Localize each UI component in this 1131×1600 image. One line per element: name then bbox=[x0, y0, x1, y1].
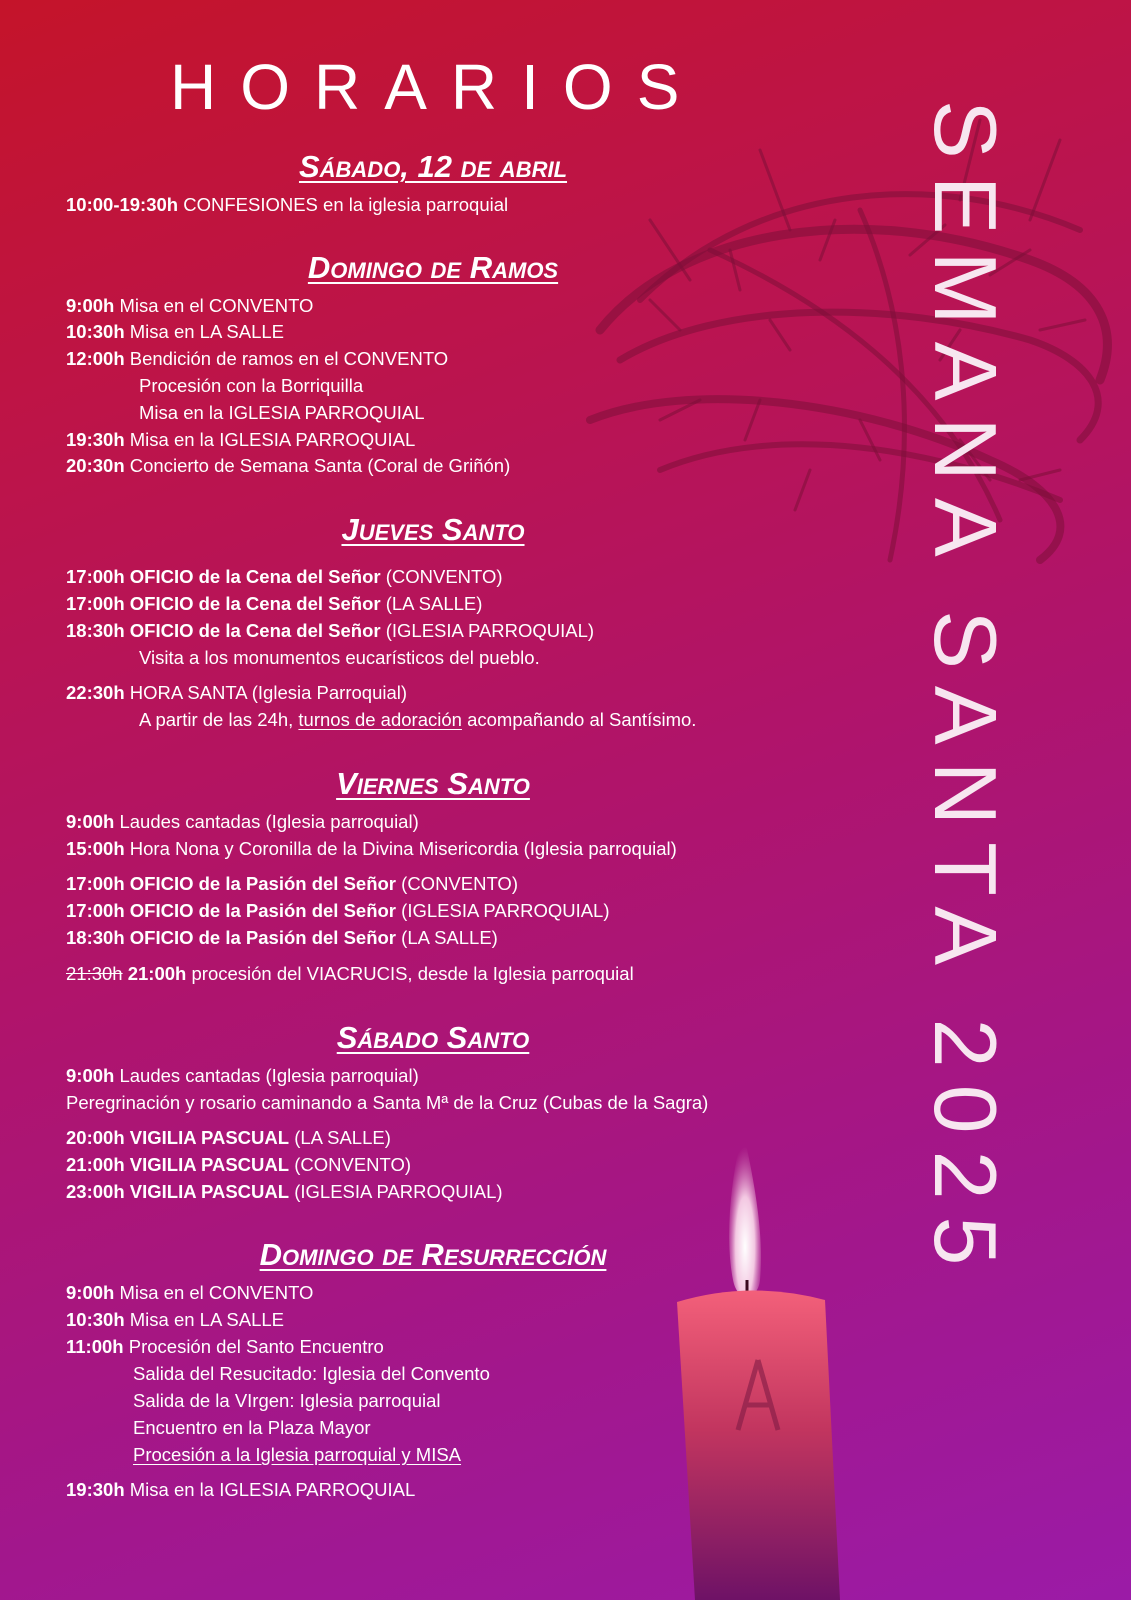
day-title-domingo-ramos: Domingo de Ramos bbox=[307, 250, 559, 285]
schedule-subline: Procesión con la Borriquilla bbox=[139, 375, 364, 396]
page-title: HORARIOS bbox=[170, 51, 704, 123]
schedule-line: 12:00h Bendición de ramos en el CONVENTO bbox=[66, 348, 449, 369]
schedule-line: 17:00h OFICIO de la Pasión del Señor (IGLESIA PARROQUIAL) bbox=[66, 900, 610, 921]
day-title-viernes-santo: Viernes Santo bbox=[336, 766, 530, 801]
schedule-subline: Visita a los monumentos eucarísticos del pueblo. bbox=[139, 647, 540, 668]
schedule-subline: A partir de las 24h, turnos de adoración acompañando al Santísimo. bbox=[139, 709, 697, 730]
day-title-sabado-12: Sábado, 12 de abril bbox=[298, 149, 568, 184]
schedule-line: 19:30h Misa en la IGLESIA PARROQUIAL bbox=[66, 429, 416, 450]
schedule-line: 15:00h Hora Nona y Coronilla de la Divina Misericordia (Iglesia parroquial) bbox=[66, 838, 677, 859]
schedule-line: 17:00h OFICIO de la Cena del Señor (LA SALLE) bbox=[66, 593, 483, 614]
schedule-line: 17:00h OFICIO de la Cena del Señor (CONVENTO) bbox=[66, 566, 503, 587]
schedule-line: 21:30h 21:00h procesión del VIACRUCIS, desde la Iglesia parroquial bbox=[66, 963, 634, 984]
schedule-line: 10:00-19:30h CONFESIONES en la iglesia parroquial bbox=[66, 194, 509, 215]
day-title-jueves-santo: Jueves Santo bbox=[341, 512, 525, 547]
schedule-subline: Salida del Resucitado: Iglesia del Convento bbox=[133, 1363, 490, 1384]
day-title-domingo-resurreccion: Domingo de Resurrección bbox=[259, 1237, 607, 1272]
schedule-line: 9:00h Misa en el CONVENTO bbox=[66, 1282, 314, 1303]
schedule-line: 9:00h Misa en el CONVENTO bbox=[66, 295, 314, 316]
schedule-subline: Misa en la IGLESIA PARROQUIAL bbox=[139, 402, 425, 423]
schedule-subline: Encuentro en la Plaza Mayor bbox=[133, 1417, 371, 1438]
schedule-line: 9:00h Laudes cantadas (Iglesia parroquial) bbox=[66, 1065, 419, 1086]
schedule-subline: Salida de la VIrgen: Iglesia parroquial bbox=[133, 1390, 441, 1411]
schedule-line: 20:30n Concierto de Semana Santa (Coral de Griñón) bbox=[66, 455, 511, 476]
schedule-line: 22:30h HORA SANTA (Iglesia Parroquial) bbox=[66, 682, 408, 703]
schedule-line: Peregrinación y rosario caminando a Santa Mª de la Cruz (Cubas de la Sagra) bbox=[66, 1092, 709, 1113]
schedule-line: 10:30h Misa en LA SALLE bbox=[66, 1309, 285, 1330]
schedule-subline: Procesión a la Iglesia parroquial y MISA bbox=[133, 1444, 462, 1465]
schedule-line: 19:30h Misa en la IGLESIA PARROQUIAL bbox=[66, 1479, 416, 1500]
day-title-sabado-santo: Sábado Santo bbox=[336, 1020, 530, 1055]
schedule-line: 20:00h VIGILIA PASCUAL (LA SALLE) bbox=[66, 1127, 391, 1148]
adoration-turns-link: turnos de adoración bbox=[298, 709, 462, 730]
schedule-line: 18:30h OFICIO de la Pasión del Señor (LA SALLE) bbox=[66, 927, 498, 948]
vertical-title: SEMANA SANTA 2025 bbox=[916, 100, 1015, 1283]
candle-image bbox=[660, 1130, 870, 1600]
schedule-line: 23:00h VIGILIA PASCUAL (IGLESIA PARROQUIAL) bbox=[66, 1181, 503, 1202]
struck-time: 21:30h bbox=[66, 963, 123, 984]
schedule-line: 21:00h VIGILIA PASCUAL (CONVENTO) bbox=[66, 1154, 412, 1175]
schedule-line: 17:00h OFICIO de la Pasión del Señor (CONVENTO) bbox=[66, 873, 518, 894]
schedule-line: 11:00h Procesión del Santo Encuentro bbox=[66, 1336, 384, 1357]
schedule-line: 9:00h Laudes cantadas (Iglesia parroquial) bbox=[66, 811, 419, 832]
schedule-line: 10:30h Misa en LA SALLE bbox=[66, 321, 285, 342]
schedule-line: 18:30h OFICIO de la Cena del Señor (IGLESIA PARROQUIAL) bbox=[66, 620, 595, 641]
